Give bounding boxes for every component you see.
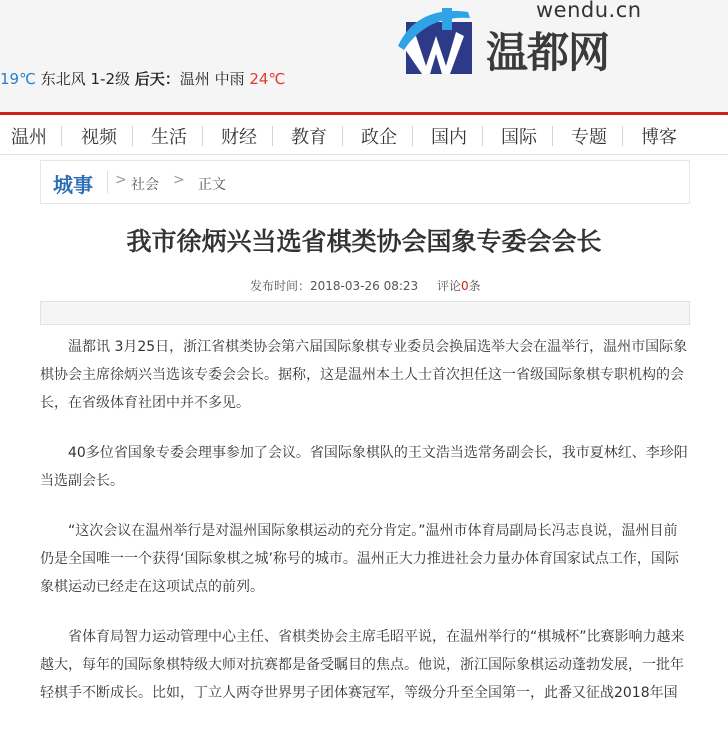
nav-item-topics[interactable]: 专题 xyxy=(571,127,607,148)
article-paragraph: 温都讯 3月25日，浙江省棋类协会第六届国际象棋专业委员会换届选举大会在温举行，温州市国际象棋协会主席徐炳兴当选该专委会会长。据称，这是温州本土人士首次担任这一省级国际象棋专职机构的会长，在省级体育社团中并不多见。 xyxy=(40,339,688,411)
comment-suffix: 条 xyxy=(468,279,481,293)
chevron-right-icon: > xyxy=(115,172,127,188)
today-temperature: 19℃ xyxy=(0,70,36,88)
nav-item-finance[interactable]: 财经 xyxy=(221,127,257,148)
nav-item-government[interactable]: 政企 xyxy=(361,127,397,148)
tomorrow-label: 后天： xyxy=(134,70,180,88)
nav-item-international[interactable]: 国际 xyxy=(501,127,537,148)
nav-divider xyxy=(202,126,203,146)
weather-bar xyxy=(0,68,285,89)
nav-divider xyxy=(342,126,343,146)
nav-divider xyxy=(482,126,483,146)
nav-item-wenzhou[interactable]: 温州 xyxy=(11,127,47,148)
nav-item-blog[interactable]: 博客 xyxy=(641,127,677,148)
nav-item-life[interactable]: 生活 xyxy=(151,127,187,148)
article-paragraph: “这次会议在温州举行是对温州国际象棋运动的充分肯定。”温州市体育局副局长冯志良说，温州目前仍是全国唯一一个获得‘国际象棋之城’称号的城市。温州正大力推进社会力量办体育国家试点工作，国际象棋运动已经走在这项试点的前列。 xyxy=(40,523,679,595)
article-paragraph: 40多位省国象专委会理事参加了会议。省国际象棋队的王文浩当选常务副会长，我市夏林红、李珍阳当选副会长。 xyxy=(40,445,688,489)
logo-wordmark[interactable]: 温都网 xyxy=(486,28,610,77)
breadcrumb xyxy=(40,160,690,204)
comment-count[interactable]: 0 xyxy=(461,279,469,293)
breadcrumb-divider xyxy=(107,171,108,193)
comment-prefix: 评论 xyxy=(437,279,462,293)
nav-item-video[interactable]: 视频 xyxy=(81,127,117,148)
breadcrumb-item-society[interactable]: 社会 xyxy=(131,177,159,193)
breadcrumb-section[interactable]: 城事 xyxy=(53,173,93,197)
nav-divider xyxy=(412,126,413,146)
publish-info xyxy=(250,277,418,294)
nav-divider xyxy=(61,126,62,146)
nav-item-domestic[interactable]: 国内 xyxy=(431,127,467,148)
weather-city: 温州 xyxy=(179,70,210,88)
nav-divider xyxy=(552,126,553,146)
publish-time: 2018-03-26 08:23 xyxy=(310,279,419,293)
wendu-logo-icon[interactable] xyxy=(398,6,476,76)
breadcrumb-item-article: 正文 xyxy=(198,177,226,193)
nav-divider xyxy=(272,126,273,146)
main-nav xyxy=(0,115,728,155)
chevron-right-icon: > xyxy=(173,172,185,188)
article-info-bar xyxy=(40,301,690,325)
article-title: 我市徐炳兴当选省棋类协会国象专委会会长 xyxy=(126,227,602,256)
nav-item-education[interactable]: 教育 xyxy=(291,127,327,148)
today-wind: 东北风 1-2级 xyxy=(40,70,130,88)
article-paragraph: 省体育局智力运动管理中心主任、省棋类协会主席毛昭平说，在温州举行的“棋城杯”比赛影响力越来越大，每年的国际象棋特级大师对抗赛都是备受瞩目的焦点。他说，浙江国际象棋运动蓬勃发展，一批年轻棋手不断成长。比如，丁立人两夺世界男子团体赛冠军，等级分升至全国第一，此番又征战2018年国 xyxy=(40,629,685,701)
nav-divider xyxy=(622,126,623,146)
tomorrow-temperature: 24℃ xyxy=(249,70,286,88)
article-body xyxy=(40,333,690,729)
logo-url-text: wendu.cn xyxy=(536,0,642,22)
site-header xyxy=(0,0,728,112)
weather-condition: 中雨 xyxy=(214,70,245,88)
publish-label: 发布时间： xyxy=(250,279,311,293)
comment-info[interactable] xyxy=(437,277,481,294)
nav-divider xyxy=(132,126,133,146)
